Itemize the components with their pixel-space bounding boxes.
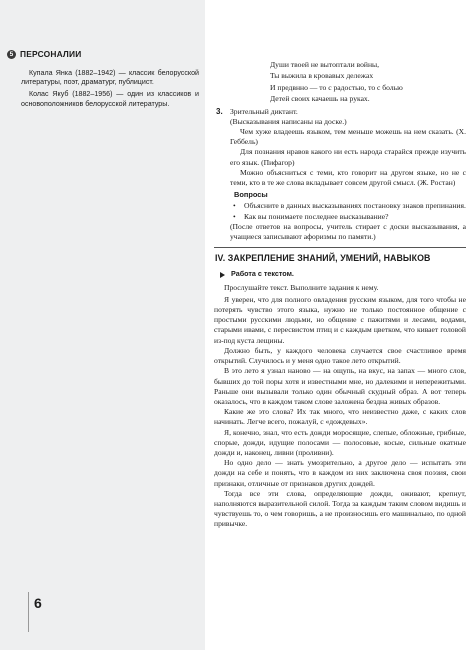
question-item: • Объясните в данных высказываниях постановку знаков препинания. <box>234 201 466 211</box>
instruction: Прослушайте текст. Выполните задания к нему. <box>224 282 379 292</box>
text-paragraph: Какие же это слова? Их так много, что неизвестно даже, с каких слов начинать. Легче всего, пожалуй, с «дождевых». <box>214 407 466 427</box>
text-paragraph: Но одно дело — знать умозрительно, а другое дело — испытать эти дожди на себе и понять, что в каждом из них заключена своя поэзия, свои признаки, отличные от признаков других дождей. <box>214 458 466 488</box>
quote: Чем хуже владеешь языком, тем меньше можешь на нем сказать. (Х. Геббель) <box>230 127 466 147</box>
task-3 <box>214 107 466 189</box>
question-item: • Как вы понимаете последнее высказывание? <box>234 212 466 222</box>
text-paragraph: Должно быть, у каждого человека случается свое счастливое время открытий. Случилось и у меня одно такое лето открытий. <box>214 345 466 366</box>
poem-line: И предвнно — то с радостью, то с болью <box>270 82 403 92</box>
subheading <box>220 269 466 279</box>
subheading-label: Работа с текстом. <box>231 269 294 279</box>
personality-entry: Колас Якуб (1882–1956) — один из классиков и основоположников белорусской литературы. <box>21 90 199 108</box>
text-paragraph: Я, конечно, знал, что есть дожди моросящие, слепые, обложные, грибные, спорые, дожди, идущие полосами — полосовые, косые, сильные окатные дожди и, наконец, ливни (проливни). <box>214 427 466 457</box>
sidebar-panel <box>0 0 205 650</box>
triangle-bullet-icon <box>220 272 225 278</box>
text-paragraph: Я уверен, что для полного овладения русским языком, для того чтобы не потерять чувство этого языка, нужно не только постоянное общение с простыми русскими людьми, но общение с пажитями и лесами, водами, старыми ивами, с пересвистом птиц и с каждым цветком, что кивает головой из-под куста лещины. <box>214 294 466 345</box>
personality-entry: Купала Янка (1882–1942) — классик белорусской литературы, поэт, драматург, публицист. <box>21 69 199 87</box>
questions-title: Вопросы <box>234 190 268 200</box>
number-circle-icon: 5 <box>7 50 16 59</box>
personalities-list <box>21 69 199 112</box>
text-paragraph: Тогда все эти слова, определяющие дожди, оживают, крепнут, наполняются выразительной силой. Тогда за каждым таким словом видишь и чувствуешь то, о чем говоришь, а не произносишь его машинально, по одной привычке. <box>214 488 466 529</box>
personalities-title: ПЕРСОНАЛИИ <box>20 49 82 59</box>
task-note: (Высказывания написаны на доске.) <box>230 116 347 126</box>
main-column <box>214 59 466 530</box>
task-title: Зрительный диктант. <box>230 106 298 116</box>
task-number: 3. <box>216 106 223 116</box>
text-paragraph: В это лето я узнал наново — на ощупь, на вкус, на запах — много слов, бывших до той поры хотя и известными мне, но далекими и непережитыми. Раньше они вызывали только один обычный скудный образ. А вот теперь оказалось, что в каждом таком слове заложена бездна живых образов. <box>214 366 466 406</box>
reading-text <box>214 295 466 530</box>
section-heading: IV. ЗАКРЕПЛЕНИЕ ЗНАНИЙ, УМЕНИЙ, НАВЫКОВ <box>215 253 431 264</box>
task-closing-note: (После ответов на вопросы, учитель стирает с доски высказывания, а учащиеся записывают афоризмы по памяти.) <box>230 221 466 242</box>
quote: Можно объясниться с теми, кто говорит на другом языке, но не с теми, кто в те же слова вкладывает совсем другой смысл. (Ж. Ростан) <box>230 167 466 188</box>
section-divider <box>214 247 466 248</box>
page-number: 6 <box>34 595 42 611</box>
quote: Для познания нравов какого ни есть народа старайся прежде изучить его язык. (Пифагор) <box>230 147 466 167</box>
questions-list <box>214 201 466 221</box>
page-number-rule <box>28 592 29 632</box>
poem-line: Детей своих качаешь на руках. <box>270 94 370 104</box>
poem <box>270 59 466 105</box>
personalities-heading <box>7 49 81 59</box>
poem-line: Ты выжила в кровавых дележах <box>270 71 374 81</box>
poem-line: Души твоей не вытоптали войны, <box>270 60 380 69</box>
